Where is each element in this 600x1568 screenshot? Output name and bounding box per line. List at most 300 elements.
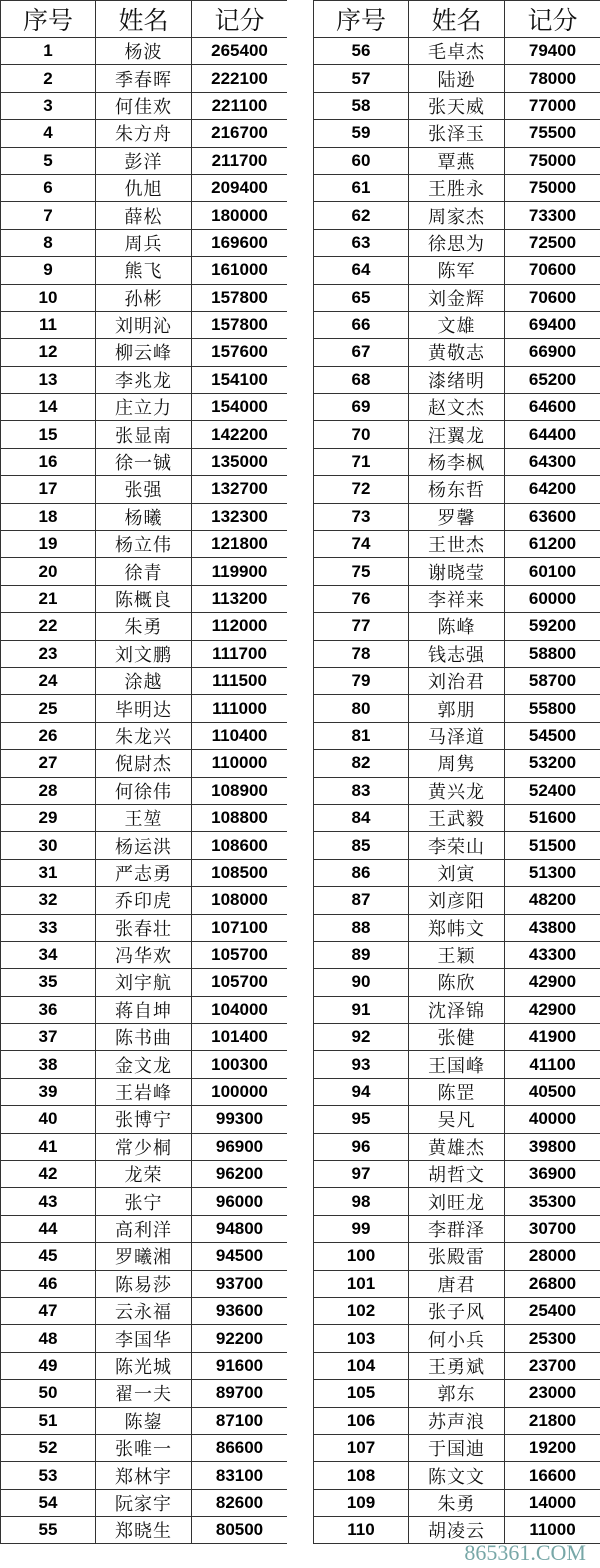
table-row bbox=[314, 613, 600, 640]
table-row bbox=[314, 1106, 600, 1133]
rank-cell: 109 bbox=[314, 1489, 409, 1516]
table-row bbox=[314, 38, 600, 65]
rank-cell: 49 bbox=[1, 1352, 96, 1379]
name-cell: 刘寅 bbox=[409, 859, 505, 886]
score-cell: 73300 bbox=[505, 202, 600, 229]
rank-cell: 11 bbox=[1, 311, 96, 338]
name-cell: 阮家宇 bbox=[96, 1489, 192, 1516]
table-row bbox=[1, 667, 288, 694]
rank-cell: 18 bbox=[1, 503, 96, 530]
score-cell: 169600 bbox=[192, 229, 288, 256]
name-cell: 朱龙兴 bbox=[96, 722, 192, 749]
name-cell: 陈光城 bbox=[96, 1352, 192, 1379]
table-row bbox=[314, 1462, 600, 1489]
name-cell: 朱勇 bbox=[96, 613, 192, 640]
table-row bbox=[1, 38, 288, 65]
table-row bbox=[1, 585, 288, 612]
score-cell: 25300 bbox=[505, 1325, 600, 1352]
table-row bbox=[314, 1161, 600, 1188]
rank-cell: 24 bbox=[1, 667, 96, 694]
score-cell: 78000 bbox=[505, 65, 600, 92]
score-cell: 108600 bbox=[192, 832, 288, 859]
name-cell: 刘宇航 bbox=[96, 969, 192, 996]
name-cell: 张宁 bbox=[96, 1188, 192, 1215]
rank-cell: 4 bbox=[1, 120, 96, 147]
name-cell: 罗曦湘 bbox=[96, 1243, 192, 1270]
table-row bbox=[1, 366, 288, 393]
score-cell: 96200 bbox=[192, 1161, 288, 1188]
rank-cell: 86 bbox=[314, 859, 409, 886]
rank-cell: 47 bbox=[1, 1297, 96, 1324]
name-cell: 张博宁 bbox=[96, 1106, 192, 1133]
score-cell: 59200 bbox=[505, 613, 600, 640]
score-cell: 154000 bbox=[192, 394, 288, 421]
score-cell: 211700 bbox=[192, 147, 288, 174]
name-cell: 倪尉杰 bbox=[96, 750, 192, 777]
score-cell: 157800 bbox=[192, 284, 288, 311]
score-cell: 42900 bbox=[505, 969, 600, 996]
name-cell: 王国峰 bbox=[409, 1051, 505, 1078]
score-cell: 96900 bbox=[192, 1133, 288, 1160]
name-cell: 李国华 bbox=[96, 1325, 192, 1352]
rank-cell: 7 bbox=[1, 202, 96, 229]
score-cell: 36900 bbox=[505, 1161, 600, 1188]
score-cell: 51600 bbox=[505, 804, 600, 831]
score-cell: 61200 bbox=[505, 531, 600, 558]
name-cell: 翟一夫 bbox=[96, 1380, 192, 1407]
rank-cell: 29 bbox=[1, 804, 96, 831]
name-cell: 陈文文 bbox=[409, 1462, 505, 1489]
table-row bbox=[1, 1325, 288, 1352]
name-cell: 杨李枫 bbox=[409, 448, 505, 475]
name-cell: 乔印虎 bbox=[96, 887, 192, 914]
score-cell: 35300 bbox=[505, 1188, 600, 1215]
rank-cell: 53 bbox=[1, 1462, 96, 1489]
table-row bbox=[1, 229, 288, 256]
score-cell: 93700 bbox=[192, 1270, 288, 1297]
name-cell: 陆逊 bbox=[409, 65, 505, 92]
name-cell: 杨东哲 bbox=[409, 476, 505, 503]
rank-cell: 61 bbox=[314, 174, 409, 201]
score-cell: 105700 bbox=[192, 969, 288, 996]
name-cell: 刘彦阳 bbox=[409, 887, 505, 914]
name-cell: 冯华欢 bbox=[96, 941, 192, 968]
score-cell: 111700 bbox=[192, 640, 288, 667]
rank-cell: 84 bbox=[314, 804, 409, 831]
rank-cell: 39 bbox=[1, 1078, 96, 1105]
table-row bbox=[1, 750, 288, 777]
rank-cell: 40 bbox=[1, 1106, 96, 1133]
rank-cell: 82 bbox=[314, 750, 409, 777]
rank-cell: 94 bbox=[314, 1078, 409, 1105]
name-cell: 王勇斌 bbox=[409, 1352, 505, 1379]
rank-cell: 8 bbox=[1, 229, 96, 256]
score-cell: 104000 bbox=[192, 996, 288, 1023]
rank-cell: 69 bbox=[314, 394, 409, 421]
name-cell: 苏声浪 bbox=[409, 1407, 505, 1434]
rank-cell: 44 bbox=[1, 1215, 96, 1242]
table-row bbox=[314, 1188, 600, 1215]
name-cell: 陈峰 bbox=[409, 613, 505, 640]
name-cell: 张殿雷 bbox=[409, 1243, 505, 1270]
table-row bbox=[314, 257, 600, 284]
score-cell: 221100 bbox=[192, 92, 288, 119]
table-row bbox=[314, 503, 600, 530]
table-row bbox=[1, 777, 288, 804]
table-row bbox=[314, 1352, 600, 1379]
rank-cell: 63 bbox=[314, 229, 409, 256]
table-row bbox=[1, 1024, 288, 1051]
table-row bbox=[1, 1215, 288, 1242]
rank-cell: 75 bbox=[314, 558, 409, 585]
name-cell: 文雄 bbox=[409, 311, 505, 338]
rank-cell: 10 bbox=[1, 284, 96, 311]
score-cell: 60100 bbox=[505, 558, 600, 585]
score-cell: 65200 bbox=[505, 366, 600, 393]
score-cell: 216700 bbox=[192, 120, 288, 147]
rank-cell: 91 bbox=[314, 996, 409, 1023]
rank-cell: 21 bbox=[1, 585, 96, 612]
rank-cell: 107 bbox=[314, 1434, 409, 1461]
name-cell: 周兵 bbox=[96, 229, 192, 256]
name-cell: 张健 bbox=[409, 1024, 505, 1051]
score-cell: 108000 bbox=[192, 887, 288, 914]
rank-cell: 68 bbox=[314, 366, 409, 393]
score-cell: 142200 bbox=[192, 421, 288, 448]
table-row bbox=[314, 1407, 600, 1434]
table-row bbox=[314, 832, 600, 859]
table-row bbox=[314, 914, 600, 941]
score-cell: 132300 bbox=[192, 503, 288, 530]
score-cell: 111500 bbox=[192, 667, 288, 694]
table-row bbox=[1, 503, 288, 530]
score-cell: 89700 bbox=[192, 1380, 288, 1407]
name-cell: 孙彬 bbox=[96, 284, 192, 311]
table-row bbox=[1, 311, 288, 338]
table-row bbox=[314, 92, 600, 119]
name-cell: 于国迪 bbox=[409, 1434, 505, 1461]
header-row bbox=[1, 1, 288, 38]
table-row bbox=[314, 1434, 600, 1461]
score-cell: 93600 bbox=[192, 1297, 288, 1324]
name-cell: 王岩峰 bbox=[96, 1078, 192, 1105]
table-row bbox=[314, 585, 600, 612]
table-row bbox=[1, 92, 288, 119]
table-row bbox=[1, 722, 288, 749]
header-name: 姓名 bbox=[96, 1, 192, 38]
name-cell: 胡凌云 bbox=[409, 1517, 505, 1544]
name-cell: 何佳欢 bbox=[96, 92, 192, 119]
rank-cell: 77 bbox=[314, 613, 409, 640]
score-cell: 70600 bbox=[505, 284, 600, 311]
table-row bbox=[1, 1161, 288, 1188]
name-cell: 陈鋆 bbox=[96, 1407, 192, 1434]
rank-cell: 72 bbox=[314, 476, 409, 503]
score-cell: 108800 bbox=[192, 804, 288, 831]
rank-cell: 20 bbox=[1, 558, 96, 585]
table-row bbox=[1, 1352, 288, 1379]
rank-cell: 93 bbox=[314, 1051, 409, 1078]
name-cell: 张泽玉 bbox=[409, 120, 505, 147]
table-row bbox=[314, 120, 600, 147]
rank-cell: 90 bbox=[314, 969, 409, 996]
rank-cell: 43 bbox=[1, 1188, 96, 1215]
name-cell: 唐君 bbox=[409, 1270, 505, 1297]
table-row bbox=[1, 1297, 288, 1324]
name-cell: 郑晓生 bbox=[96, 1517, 192, 1544]
table-row bbox=[314, 941, 600, 968]
table-row bbox=[314, 804, 600, 831]
table-row bbox=[1, 394, 288, 421]
table-row bbox=[314, 147, 600, 174]
table-row bbox=[314, 640, 600, 667]
score-cell: 132700 bbox=[192, 476, 288, 503]
rank-cell: 37 bbox=[1, 1024, 96, 1051]
name-cell: 赵文杰 bbox=[409, 394, 505, 421]
rank-cell: 59 bbox=[314, 120, 409, 147]
table-row bbox=[1, 1133, 288, 1160]
rank-cell: 36 bbox=[1, 996, 96, 1023]
rank-cell: 89 bbox=[314, 941, 409, 968]
header-score: 记分 bbox=[505, 1, 600, 38]
table-row bbox=[1, 120, 288, 147]
table-row bbox=[314, 750, 600, 777]
score-cell: 28000 bbox=[505, 1243, 600, 1270]
score-cell: 41900 bbox=[505, 1024, 600, 1051]
name-cell: 陈易莎 bbox=[96, 1270, 192, 1297]
table-row bbox=[1, 887, 288, 914]
name-cell: 蒋自坤 bbox=[96, 996, 192, 1023]
table-row bbox=[1, 1051, 288, 1078]
score-cell: 111000 bbox=[192, 695, 288, 722]
table-row bbox=[1, 202, 288, 229]
score-cell: 79400 bbox=[505, 38, 600, 65]
rank-cell: 105 bbox=[314, 1380, 409, 1407]
score-cell: 154100 bbox=[192, 366, 288, 393]
score-cell: 64300 bbox=[505, 448, 600, 475]
table-row bbox=[314, 859, 600, 886]
score-cell: 19200 bbox=[505, 1434, 600, 1461]
score-cell: 91600 bbox=[192, 1352, 288, 1379]
table-row bbox=[1, 1407, 288, 1434]
name-cell: 彭洋 bbox=[96, 147, 192, 174]
table-row bbox=[1, 421, 288, 448]
score-cell: 39800 bbox=[505, 1133, 600, 1160]
score-cell: 40500 bbox=[505, 1078, 600, 1105]
name-cell: 毕明达 bbox=[96, 695, 192, 722]
name-cell: 云永福 bbox=[96, 1297, 192, 1324]
score-cell: 23700 bbox=[505, 1352, 600, 1379]
rank-cell: 28 bbox=[1, 777, 96, 804]
score-cell: 54500 bbox=[505, 722, 600, 749]
rank-cell: 50 bbox=[1, 1380, 96, 1407]
name-cell: 何小兵 bbox=[409, 1325, 505, 1352]
rank-cell: 95 bbox=[314, 1106, 409, 1133]
name-cell: 庄立力 bbox=[96, 394, 192, 421]
header-rank: 序号 bbox=[314, 1, 409, 38]
table-row bbox=[314, 174, 600, 201]
table-row bbox=[1, 476, 288, 503]
table-row bbox=[314, 394, 600, 421]
table-row bbox=[314, 1270, 600, 1297]
header-name: 姓名 bbox=[409, 1, 505, 38]
rank-cell: 54 bbox=[1, 1489, 96, 1516]
name-cell: 钱志强 bbox=[409, 640, 505, 667]
score-cell: 110000 bbox=[192, 750, 288, 777]
rank-cell: 60 bbox=[314, 147, 409, 174]
table-row bbox=[1, 804, 288, 831]
table-row bbox=[314, 421, 600, 448]
score-cell: 72500 bbox=[505, 229, 600, 256]
score-table-left bbox=[0, 0, 288, 1544]
rank-cell: 101 bbox=[314, 1270, 409, 1297]
score-cell: 51300 bbox=[505, 859, 600, 886]
header-row bbox=[314, 1, 600, 38]
name-cell: 张春壮 bbox=[96, 914, 192, 941]
rank-cell: 19 bbox=[1, 531, 96, 558]
name-cell: 李荣山 bbox=[409, 832, 505, 859]
table-row bbox=[314, 476, 600, 503]
score-cell: 108500 bbox=[192, 859, 288, 886]
name-cell: 何徐伟 bbox=[96, 777, 192, 804]
rank-cell: 57 bbox=[314, 65, 409, 92]
score-cell: 52400 bbox=[505, 777, 600, 804]
rank-cell: 67 bbox=[314, 339, 409, 366]
table-row bbox=[314, 1078, 600, 1105]
table-row bbox=[1, 1517, 288, 1544]
rank-cell: 38 bbox=[1, 1051, 96, 1078]
rank-cell: 31 bbox=[1, 859, 96, 886]
score-cell: 209400 bbox=[192, 174, 288, 201]
table-row bbox=[314, 284, 600, 311]
table-row bbox=[314, 996, 600, 1023]
score-cell: 40000 bbox=[505, 1106, 600, 1133]
table-row bbox=[314, 969, 600, 996]
score-cell: 25400 bbox=[505, 1297, 600, 1324]
rank-cell: 46 bbox=[1, 1270, 96, 1297]
rank-cell: 30 bbox=[1, 832, 96, 859]
name-cell: 杨立伟 bbox=[96, 531, 192, 558]
score-cell: 94500 bbox=[192, 1243, 288, 1270]
rank-cell: 74 bbox=[314, 531, 409, 558]
rank-cell: 52 bbox=[1, 1434, 96, 1461]
name-cell: 郑帏文 bbox=[409, 914, 505, 941]
rank-cell: 104 bbox=[314, 1352, 409, 1379]
rank-cell: 76 bbox=[314, 585, 409, 612]
score-table-right bbox=[313, 0, 600, 1544]
name-cell: 陈欣 bbox=[409, 969, 505, 996]
score-cell: 70600 bbox=[505, 257, 600, 284]
rank-cell: 87 bbox=[314, 887, 409, 914]
score-cell: 58700 bbox=[505, 667, 600, 694]
score-cell: 43800 bbox=[505, 914, 600, 941]
name-cell: 王世杰 bbox=[409, 531, 505, 558]
header-rank: 序号 bbox=[1, 1, 96, 38]
name-cell: 徐思为 bbox=[409, 229, 505, 256]
rank-cell: 100 bbox=[314, 1243, 409, 1270]
table-row bbox=[1, 1243, 288, 1270]
name-cell: 李兆龙 bbox=[96, 366, 192, 393]
rank-cell: 25 bbox=[1, 695, 96, 722]
score-cell: 64400 bbox=[505, 421, 600, 448]
rank-cell: 35 bbox=[1, 969, 96, 996]
table-row bbox=[1, 257, 288, 284]
rank-cell: 14 bbox=[1, 394, 96, 421]
rank-cell: 22 bbox=[1, 613, 96, 640]
rank-cell: 51 bbox=[1, 1407, 96, 1434]
watermark: 865361.COM bbox=[464, 1540, 586, 1565]
table-row bbox=[314, 1489, 600, 1516]
rank-cell: 78 bbox=[314, 640, 409, 667]
table-row bbox=[314, 229, 600, 256]
score-cell: 100300 bbox=[192, 1051, 288, 1078]
rank-cell: 1 bbox=[1, 38, 96, 65]
table-row bbox=[1, 695, 288, 722]
table-row bbox=[1, 941, 288, 968]
name-cell: 李群泽 bbox=[409, 1215, 505, 1242]
table-row bbox=[1, 613, 288, 640]
score-cell: 83100 bbox=[192, 1462, 288, 1489]
name-cell: 沈泽锦 bbox=[409, 996, 505, 1023]
rank-cell: 66 bbox=[314, 311, 409, 338]
rank-cell: 80 bbox=[314, 695, 409, 722]
rank-cell: 55 bbox=[1, 1517, 96, 1544]
score-cell: 157600 bbox=[192, 339, 288, 366]
table-row bbox=[314, 667, 600, 694]
name-cell: 张唯一 bbox=[96, 1434, 192, 1461]
rank-cell: 32 bbox=[1, 887, 96, 914]
score-cell: 51500 bbox=[505, 832, 600, 859]
name-cell: 张子风 bbox=[409, 1297, 505, 1324]
table-row bbox=[1, 448, 288, 475]
score-cell: 110400 bbox=[192, 722, 288, 749]
table-row bbox=[314, 1051, 600, 1078]
table-row bbox=[1, 969, 288, 996]
name-cell: 陈概良 bbox=[96, 585, 192, 612]
score-cell: 30700 bbox=[505, 1215, 600, 1242]
name-cell: 朱方舟 bbox=[96, 120, 192, 147]
table-row bbox=[314, 202, 600, 229]
name-cell: 张显南 bbox=[96, 421, 192, 448]
rank-cell: 45 bbox=[1, 1243, 96, 1270]
name-cell: 刘旺龙 bbox=[409, 1188, 505, 1215]
score-cell: 121800 bbox=[192, 531, 288, 558]
name-cell: 王胜永 bbox=[409, 174, 505, 201]
score-cell: 41100 bbox=[505, 1051, 600, 1078]
name-cell: 杨波 bbox=[96, 38, 192, 65]
score-cell: 69400 bbox=[505, 311, 600, 338]
name-cell: 马泽道 bbox=[409, 722, 505, 749]
table-row bbox=[314, 1024, 600, 1051]
score-cell: 82600 bbox=[192, 1489, 288, 1516]
rank-cell: 17 bbox=[1, 476, 96, 503]
score-cell: 75500 bbox=[505, 120, 600, 147]
rank-cell: 88 bbox=[314, 914, 409, 941]
score-cell: 21800 bbox=[505, 1407, 600, 1434]
score-cell: 100000 bbox=[192, 1078, 288, 1105]
rank-cell: 92 bbox=[314, 1024, 409, 1051]
table-row bbox=[314, 722, 600, 749]
score-cell: 119900 bbox=[192, 558, 288, 585]
name-cell: 季春晖 bbox=[96, 65, 192, 92]
table-row bbox=[1, 65, 288, 92]
score-cell: 43300 bbox=[505, 941, 600, 968]
name-cell: 刘金辉 bbox=[409, 284, 505, 311]
name-cell: 周家杰 bbox=[409, 202, 505, 229]
name-cell: 王颖 bbox=[409, 941, 505, 968]
table-row bbox=[1, 147, 288, 174]
name-cell: 黄雄杰 bbox=[409, 1133, 505, 1160]
